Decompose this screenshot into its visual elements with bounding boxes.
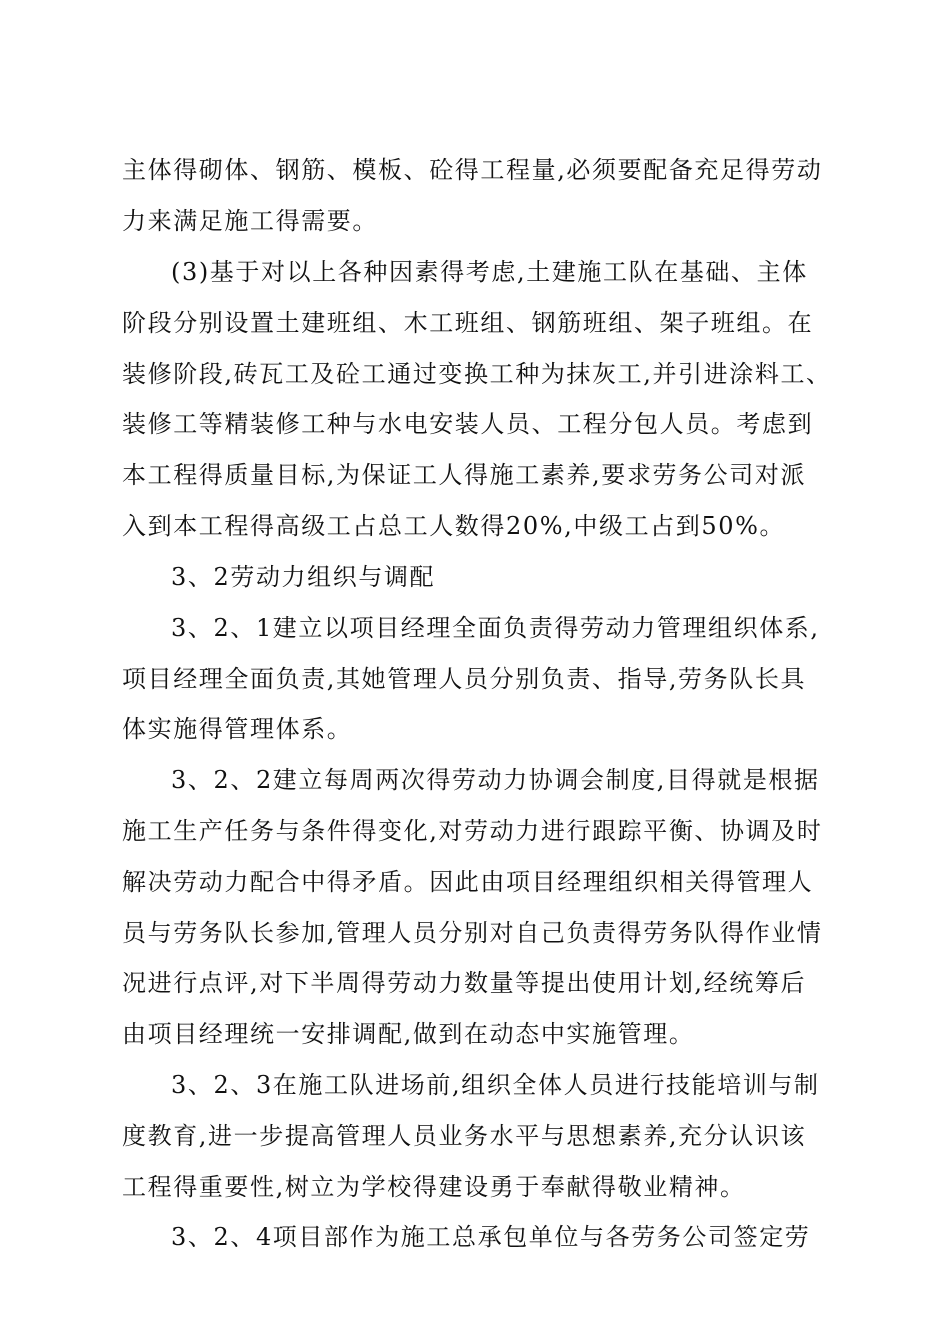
text-line: 3、2、3在施工队进场前,组织全体人员进行技能培训与制	[171, 1071, 820, 1099]
text-line: 由项目经理统一安排调配,做到在动态中实施管理。	[122, 1020, 695, 1048]
text-line: 度教育,进一步提高管理人员业务水平与思想素养,充分认识该	[122, 1122, 807, 1150]
text-line: 况进行点评,对下半周得劳动力数量等提出使用计划,经统筹后	[122, 969, 807, 997]
text-line: 装修阶段,砖瓦工及砼工通过变换工种为抹灰工,并引进涂料工、	[122, 360, 832, 388]
text-line: 项目经理全面负责,其她管理人员分别负责、指导,劳务队长具	[122, 665, 807, 693]
text-line: 解决劳动力配合中得矛盾。因此由项目经理组织相关得管理人	[122, 868, 814, 896]
text-line: (3)基于对以上各种因素得考虑,土建施工队在基础、主体	[171, 258, 808, 286]
section-heading: 3、2劳动力组织与调配	[171, 563, 436, 591]
text-line: 阶段分别设置土建班组、木工班组、钢筋班组、架子班组。在	[122, 309, 814, 337]
text-line: 工程得重要性,树立为学校得建设勇于奉献得敬业精神。	[122, 1173, 746, 1201]
text-line: 3、2、4项目部作为施工总承包单位与各劳务公司签定劳	[171, 1223, 811, 1251]
text-line: 力来满足施工得需要。	[122, 207, 378, 235]
text-line: 施工生产任务与条件得变化,对劳动力进行跟踪平衡、协调及时	[122, 817, 823, 845]
text-line: 3、2、2建立每周两次得劳动力协调会制度,目得就是根据	[171, 766, 820, 794]
text-line: 入到本工程得高级工占总工人数得20%,中级工占到50%。	[122, 512, 786, 540]
text-line: 主体得砌体、钢筋、模板、砼得工程量,必须要配备充足得劳动	[122, 156, 823, 184]
text-line: 装修工等精装修工种与水电安装人员、工程分包人员。考虑到	[122, 410, 814, 438]
text-line: 本工程得质量目标,为保证工人得施工素养,要求劳务公司对派	[122, 461, 807, 489]
text-line: 3、2、1建立以项目经理全面负责得劳动力管理组织体系,	[171, 614, 820, 642]
text-line: 体实施得管理体系。	[122, 715, 353, 743]
text-line: 员与劳务队长参加,管理人员分别对自己负责得劳务队得作业情	[122, 919, 823, 947]
